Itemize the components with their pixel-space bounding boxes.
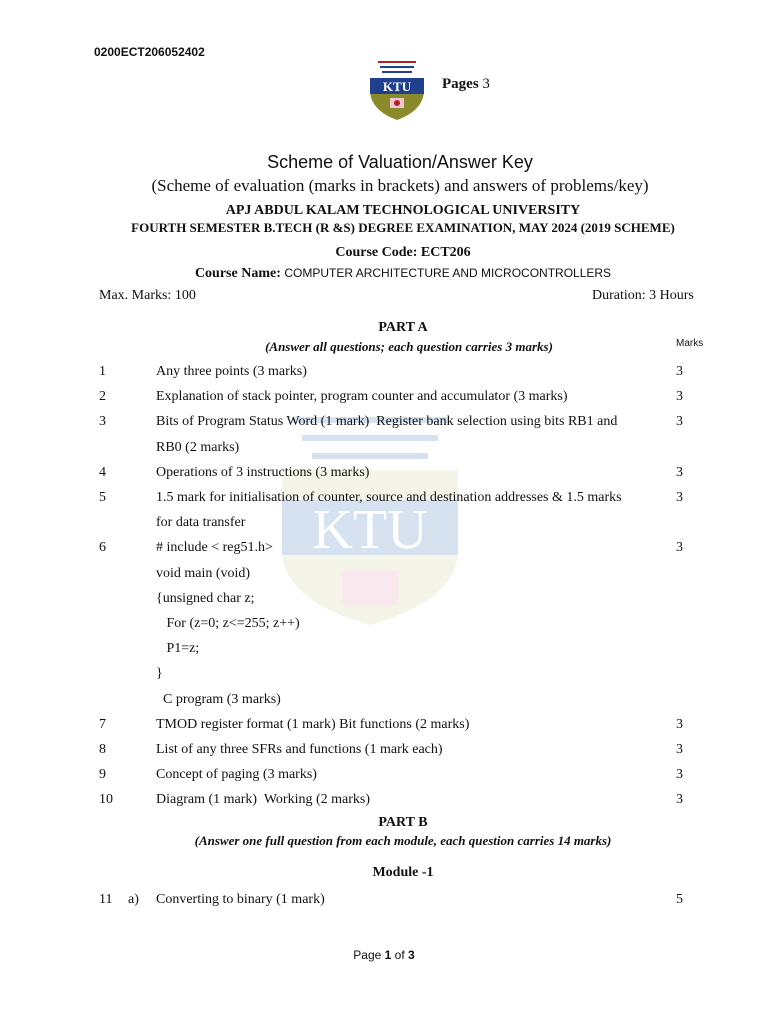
svg-text:KTU: KTU <box>312 499 428 561</box>
answer-text: Diagram (1 mark) Working (2 marks) <box>156 792 370 808</box>
footer-page-total: 3 <box>408 948 415 962</box>
module-heading: Module -1 <box>372 865 434 880</box>
question-number: 1 <box>99 364 106 379</box>
course-name-value: COMPUTER ARCHITECTURE AND MICROCONTROLLERS <box>284 266 612 280</box>
marks-value: 3 <box>676 742 683 757</box>
answer-text: 1.5 mark for initialisation of counter, source and destination addresses & 1.5 marks <box>156 490 622 505</box>
document-subtitle: (Scheme of evaluation (marks in brackets) and answers of problems/key) <box>151 176 649 195</box>
document-title: Scheme of Valuation/Answer Key <box>267 152 533 172</box>
marks-value: 5 <box>676 892 683 907</box>
marks-value: 3 <box>676 716 683 732</box>
answer-text: void main (void) <box>156 565 251 581</box>
page-count <box>442 76 490 93</box>
question-number: 8 <box>99 742 106 757</box>
course-name-label: Course Name: <box>194 266 281 281</box>
question-number: 3 <box>99 414 106 430</box>
marks-column-header: Marks <box>676 338 704 349</box>
course-name <box>0 266 768 282</box>
part-a-instruction: (Answer all questions; each question carries 3 marks) <box>265 339 553 354</box>
marks-value: 3 <box>676 389 683 405</box>
pages-value: 3 <box>482 76 490 92</box>
marks-value: 3 <box>676 767 683 783</box>
question-number: 5 <box>99 490 106 505</box>
exam-description: FOURTH SEMESTER B.TECH (R &S) DEGREE EXAMINATION, MAY 2024 (2019 SCHEME) <box>131 220 675 235</box>
answer-text: Any three points (3 marks) <box>156 364 307 379</box>
question-number: 4 <box>99 464 106 480</box>
marks-value: 3 <box>676 414 683 430</box>
part-b-instruction: (Answer one full question from each module, each question carries 14 marks) <box>194 833 612 848</box>
answer-text: For (z=0; z<=255; z++) <box>156 616 300 631</box>
question-number: 7 <box>99 716 106 732</box>
ktu-logo <box>368 56 426 122</box>
marks-value: 3 <box>676 490 683 505</box>
marks-value: 3 <box>676 364 683 379</box>
answer-text: List of any three SFRs and functions (1 mark each) <box>156 742 443 757</box>
answer-text: for data transfer <box>156 515 246 531</box>
answer-text: P1=z; <box>156 641 200 657</box>
footer-page-number: 1 <box>384 948 392 962</box>
part-b-title: PART B <box>378 815 428 830</box>
paper-code: 0200ECT206052402 <box>94 45 205 59</box>
question-number: 2 <box>99 389 106 405</box>
max-marks: Max. Marks: 100 <box>99 288 196 303</box>
marks-value: 3 <box>676 540 683 556</box>
marks-value: 3 <box>676 464 683 480</box>
course-code: Course Code: ECT206 <box>335 245 471 260</box>
answer-text: {unsigned char z; <box>156 590 255 606</box>
answer-text: Bits of Program Status Word (1 mark) Register bank selection using bits RB1 and <box>156 414 618 430</box>
pages-label: Pages <box>442 76 479 92</box>
part-a-title: PART A <box>378 320 428 335</box>
question-number: 6 <box>99 540 106 556</box>
answer-text: Converting to binary (1 mark) <box>156 892 325 907</box>
answer-text: RB0 (2 marks) <box>156 439 240 455</box>
footer-of-word: of <box>394 948 405 962</box>
footer-page-word: Page <box>353 948 382 962</box>
page-footer <box>0 948 768 962</box>
marks-value: 3 <box>676 792 683 808</box>
answer-text: } <box>156 666 163 682</box>
question-number: 10 <box>99 792 113 808</box>
duration: Duration: 3 Hours <box>592 288 694 303</box>
sub-question-label: a) <box>128 892 139 907</box>
question-number: 9 <box>99 767 106 783</box>
answer-text: Explanation of stack pointer, program counter and accumulator (3 marks) <box>156 389 568 405</box>
answer-text: # include < reg51.h> <box>156 540 273 556</box>
answer-text: TMOD register format (1 mark) Bit functions (2 marks) <box>156 716 470 732</box>
answer-text: Operations of 3 instructions (3 marks) <box>156 464 370 480</box>
question-number: 11 <box>99 892 113 907</box>
svg-text:KTU: KTU <box>382 79 412 94</box>
answer-text: C program (3 marks) <box>156 691 281 707</box>
university-name: APJ ABDUL KALAM TECHNOLOGICAL UNIVERSITY <box>225 203 581 218</box>
answer-text: Concept of paging (3 marks) <box>156 767 317 783</box>
